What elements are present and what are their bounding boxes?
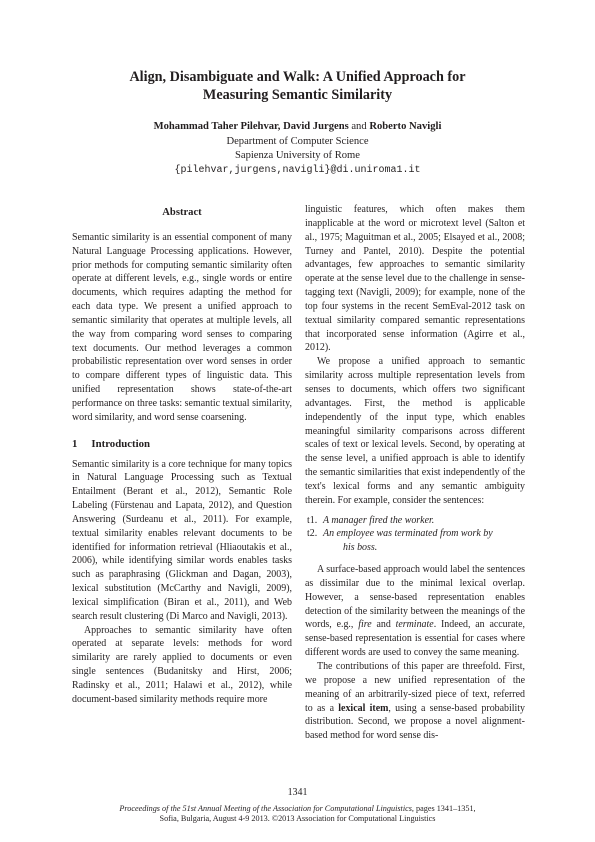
- p3-word-fire: fire: [358, 619, 372, 631]
- affiliation-university: Sapienza University of Rome: [234, 150, 361, 162]
- section-heading-introduction: [72, 438, 292, 452]
- example-t1-label: t1.: [307, 514, 318, 526]
- paper-title: [60, 68, 535, 104]
- intro-paragraph-1: Semantic similarity is a core technique for many topics in Natural Language Processing such as Textual Entailment (Berant et al., 2012), Semantic Role Labeling (Fürstenau and Lapata, 2012), and Question Answering (Surdeanu et al., 2011). For example, textual similarity enables relevant documents to be identified for information retrieval (Hliaoutakis et al., 2006), while identifying similar words enables tasks such as paraphrasing (Glickman and Dagan, 2003), lexical substitution (McCarthy and Navigli, 2009), lexical simplification (Biran et al., 2011), and Web search result clustering (Di Marco and Navigli, 2013).: [72, 458, 292, 622]
- author-names: [60, 120, 535, 135]
- title-line-1: Align, Disambiguate and Walk: A Unified Approach for: [129, 69, 466, 85]
- section-number: 1: [72, 437, 78, 450]
- footer-line-1: [60, 804, 535, 814]
- left-column: [72, 206, 292, 707]
- footer-pages: , pages 1341–1351,: [411, 804, 476, 813]
- author-and: and: [351, 121, 367, 132]
- example-t2: [305, 527, 525, 541]
- proceedings-footer: [60, 804, 535, 824]
- p3-text-b: . Indeed, an accurate, sense-based representation is essential for cases where different words are used to convey the same meaning.: [305, 619, 526, 659]
- section-title: Introduction: [91, 437, 151, 450]
- example-t1-text: A manager fired the worker.: [323, 514, 435, 526]
- example-t2-label: t2.: [307, 528, 318, 540]
- right-paragraph-3: [305, 563, 525, 660]
- intro-paragraph-2: Approaches to semantic similarity have often operated at separate levels: methods for word similarity are rarely applied to documents or even single sentences (Budanitsky and Hirst, 2006; Radinsky et al., 2011; Halawi et al., 2012), while document-based similarity methods require more: [72, 624, 292, 705]
- abstract-text: Semantic similarity is an essential component of many Natural Language Processing applications. However, prior methods for computing semantic similarity often operate at different levels, e.g., single words or entire documents, which requires adapting the method for each data type. We present a unified approach to semantic similarity that operates at multiple levels, all the way from comparing word senses to comparing text documents. Our method leverages a common probabilistic representation over word senses in order to compare different types of linguistic data. This unified representation shows state-of-the-art performance on three tasks: semantic textual similarity, word similarity, and word sense coarsening.: [72, 231, 292, 423]
- affiliation-department: Department of Computer Science: [226, 135, 369, 147]
- example-sentences: [305, 514, 525, 556]
- p3-text-a: A surface-based approach would label the sentences as dissimilar due to the minimal lexical overlap. However, a sense-based representation enables detection of the similarity between the meanings of the words, e.g.,: [305, 564, 525, 631]
- right-paragraph-1: linguistic features, which often makes them inapplicable at the word or microtext level (Salton et al., 1975; Maguitman et al., 2005; Elsayed et al., 2008; Turney and Pantel, 2010). Despite the potential advantages, few approaches to semantic similarity operate at the sense level due to the challenge in sense-tagging text (Navigli, 2009); for example, none of the top four systems in the recent SemEval-2012 task on textual similarity compared semantic representations that incorporated sense information (Agirre et al., 2012).: [305, 204, 525, 354]
- example-t2-continuation: his boss.: [343, 542, 378, 554]
- p3-and: and: [376, 619, 391, 631]
- author-block: [60, 120, 535, 178]
- p3-word-terminate: terminate: [395, 619, 434, 631]
- p4-text-b: , using a sense-based probability distribution. Second, we propose a novel alignment-based method for word sense dis-: [305, 702, 526, 742]
- author-name-last: Roberto Navigli: [369, 121, 442, 132]
- abstract-heading: Abstract: [162, 207, 202, 218]
- page-number: 1341: [287, 787, 308, 798]
- footer-proceedings-title: Proceedings of the 51st Annual Meeting of the Association for Computational Linguistics: [119, 804, 412, 813]
- right-column: [305, 203, 525, 743]
- example-t1: [305, 514, 525, 528]
- title-line-2: Measuring Semantic Similarity: [202, 87, 393, 103]
- right-paragraph-2: We propose a unified approach to semantic similarity across multiple representation levels from senses to documents, which offers two significant advantages. First, the method is applicable independently of the input type, which enables meaningful similarity comparisons across different scales of text or lexical levels. Second, by operating at the sense level, a unified approach is able to identify the semantic similarities that exist independently of the text's lexical forms and any semantic ambiguity therein. For example, consider the sentences:: [305, 356, 525, 506]
- author-email: {pilehvar,jurgens,navigli}@di.uniroma1.it: [174, 164, 421, 176]
- p4-text-a: The contributions of this paper are threefold. First, we propose a new unified representation of the meaning of an arbitrarily-sized piece of text, referred to as a: [305, 661, 525, 714]
- author-names-main: Mohammad Taher Pilehvar, David Jurgens: [153, 121, 349, 132]
- example-t2-text: An employee was terminated from work by: [323, 528, 493, 540]
- footer-line-2: Sofia, Bulgaria, August 4-9 2013. ©2013 Association for Computational Linguistics: [159, 814, 436, 824]
- p4-term-lexical-item: lexical item: [338, 702, 389, 714]
- right-paragraph-4: [305, 660, 525, 743]
